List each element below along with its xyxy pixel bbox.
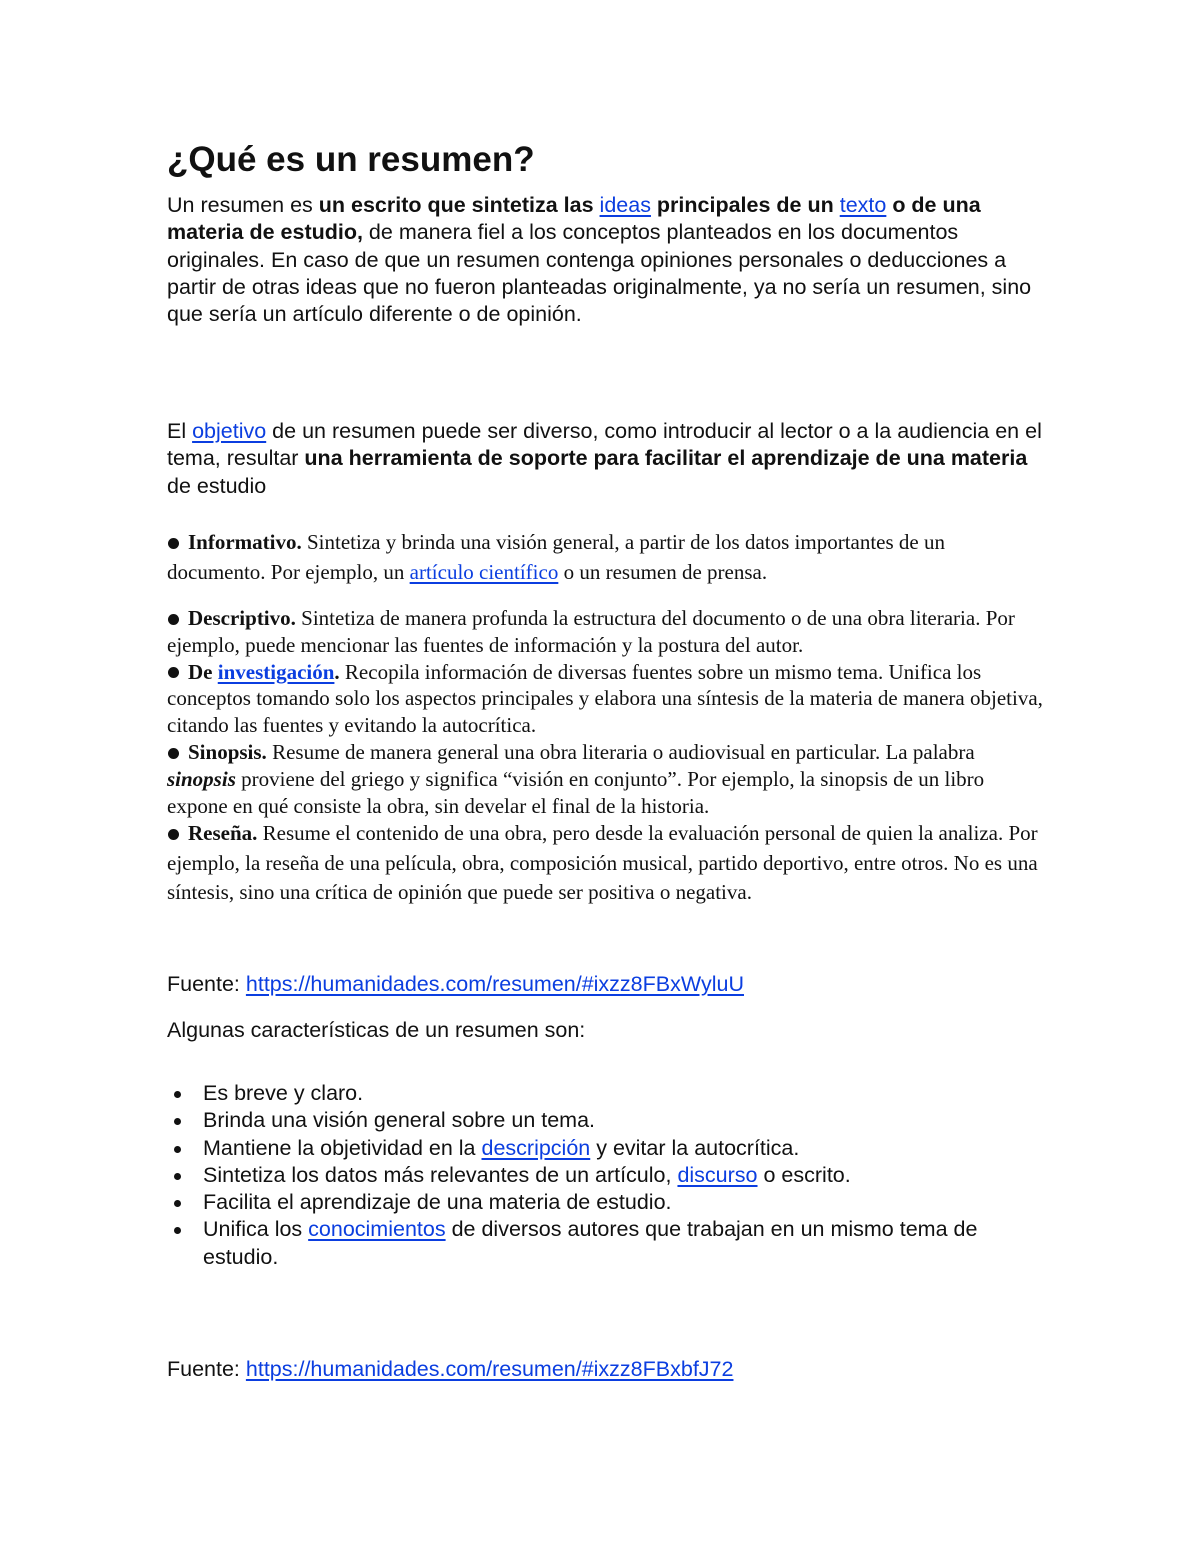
link-conocimientos[interactable]: conocimientos — [308, 1217, 446, 1242]
text-run: Brinda una visión general sobre un tema. — [203, 1108, 596, 1133]
text-run: Resume de manera general una obra literaria o audiovisual en particular. La palabra — [266, 739, 975, 764]
definition-paragraph — [167, 192, 1047, 328]
bold-run: una herramienta de soporte para facilitar el aprendizaje de una materia — [304, 446, 1028, 471]
bullet-icon — [168, 538, 179, 549]
text-run: Sintetiza los datos más relevantes de un artículo, — [203, 1162, 678, 1187]
source-link-1[interactable]: https://humanidades.com/resumen/#ixzz8FBxWyluU — [245, 972, 744, 996]
source-label: Fuente: — [167, 1357, 246, 1381]
text-run: de estudio — [167, 473, 267, 498]
type-label: Descriptivo. — [188, 606, 296, 630]
text-run: Mantiene la objetividad en la — [203, 1135, 482, 1160]
source-line-2 — [167, 1355, 733, 1383]
emphasis-run: sinopsis — [167, 766, 236, 791]
features-list — [167, 1080, 1047, 1271]
bold-run: principales de un — [650, 193, 840, 217]
list-item — [167, 1135, 1047, 1162]
list-item-descriptivo — [167, 605, 1047, 659]
text-run: El — [167, 419, 193, 443]
bullet-icon — [168, 748, 179, 759]
text-run: Es breve y claro. — [203, 1081, 364, 1105]
text-run: de un resumen puede ser diverso, como introducir al lector o a la audiencia en el tema, resultar — [167, 419, 1042, 471]
bullet-icon — [168, 829, 179, 840]
bullet-icon — [174, 1227, 181, 1234]
link-descripcion[interactable]: descripción — [481, 1135, 591, 1160]
bullet-icon — [174, 1091, 181, 1098]
text-run: Unifica los — [203, 1217, 309, 1242]
list-item — [167, 1189, 1047, 1216]
type-label-end: . — [334, 659, 340, 684]
link-articulo-cientifico[interactable]: artículo científico — [409, 559, 559, 584]
list-item — [167, 1107, 1047, 1134]
text-run: de diversos autores que trabajan en un mismo tema de estudio. — [203, 1217, 978, 1269]
features-intro: Algunas características de un resumen son: — [167, 1018, 586, 1042]
summary-types-list — [167, 528, 1047, 908]
type-label: De — [188, 659, 218, 684]
text-run: de manera fiel a los conceptos planteados en los documentos originales. En caso de que un resumen contenga opiniones personales o deducciones a partir de otras ideas que no fueron planteadas originalmente, ya no sería un resumen, sino que sería un artículo diferente o de opinión. — [167, 220, 1032, 327]
source-label: Fuente: — [167, 972, 246, 996]
bullet-icon — [174, 1200, 181, 1207]
list-item-investigacion — [167, 659, 1047, 739]
list-item — [167, 1162, 1047, 1189]
list-item — [167, 1080, 1047, 1107]
text-run: Facilita el aprendizaje de una materia de estudio. — [203, 1190, 672, 1215]
type-label: Reseña. — [188, 821, 258, 846]
type-label: Sinopsis. — [188, 739, 267, 764]
page-title: ¿Qué es un resumen? — [167, 140, 535, 179]
text-run: Recopila información de diversas fuentes sobre un mismo tema. Unifica los conceptos tomando solo los aspectos principales y elabora una síntesis de la materia de manera objetiva, citando las fuentes y evitando la autocrítica. — [167, 659, 1043, 738]
bullet-icon — [174, 1146, 181, 1153]
type-label: Informativo. — [188, 530, 302, 554]
text-run: o escrito. — [757, 1162, 851, 1187]
list-item-sinopsis — [167, 739, 1047, 819]
list-item — [167, 1216, 1047, 1271]
bullet-icon — [174, 1173, 181, 1180]
bullet-icon — [168, 614, 179, 625]
text-run: Un resumen es — [167, 193, 319, 217]
link-label: investigación — [217, 659, 335, 684]
text-run: o un resumen de prensa. — [558, 559, 768, 584]
link-ideas[interactable]: ideas — [599, 193, 651, 217]
text-run: Resume el contenido de una obra, pero desde la evaluación personal de quien la analiza. Por ejemplo, la reseña de una película, obra, composición musical, partido deportivo, entre otros. No es una síntesis, sino una crítica de opinión que puede ser positiva o negativa. — [167, 821, 1038, 905]
text-run: proviene del griego y significa “visión en conjunto”. Por ejemplo, la sinopsis de un libro expone en qué consiste la obra, sin develar el final de la historia. — [167, 766, 985, 818]
bold-run: o de una materia de estudio, — [167, 193, 981, 245]
list-item-resena — [167, 819, 1047, 908]
text-run: y evitar la autocrítica. — [590, 1135, 800, 1160]
bullet-icon — [168, 667, 179, 678]
objective-paragraph — [167, 418, 1047, 500]
list-item-informativo — [167, 528, 1047, 587]
link-investigacion[interactable] — [218, 660, 335, 684]
link-objetivo[interactable]: objetivo — [192, 419, 267, 443]
text-run: Sintetiza y brinda una visión general, a partir de los datos importantes de un documento. Por ejemplo, un — [167, 530, 945, 584]
bold-run: un escrito que sintetiza las — [318, 193, 600, 217]
source-link-2[interactable]: https://humanidades.com/resumen/#ixzz8FBxbfJ72 — [245, 1357, 734, 1381]
link-texto[interactable]: texto — [839, 193, 887, 217]
source-line-1 — [167, 970, 744, 998]
bullet-icon — [174, 1118, 181, 1125]
link-discurso[interactable]: discurso — [677, 1162, 758, 1187]
text-run: Sintetiza de manera profunda la estructura del documento o de una obra literaria. Por ejemplo, puede mencionar las fuentes de información y la postura del autor. — [167, 606, 1015, 657]
